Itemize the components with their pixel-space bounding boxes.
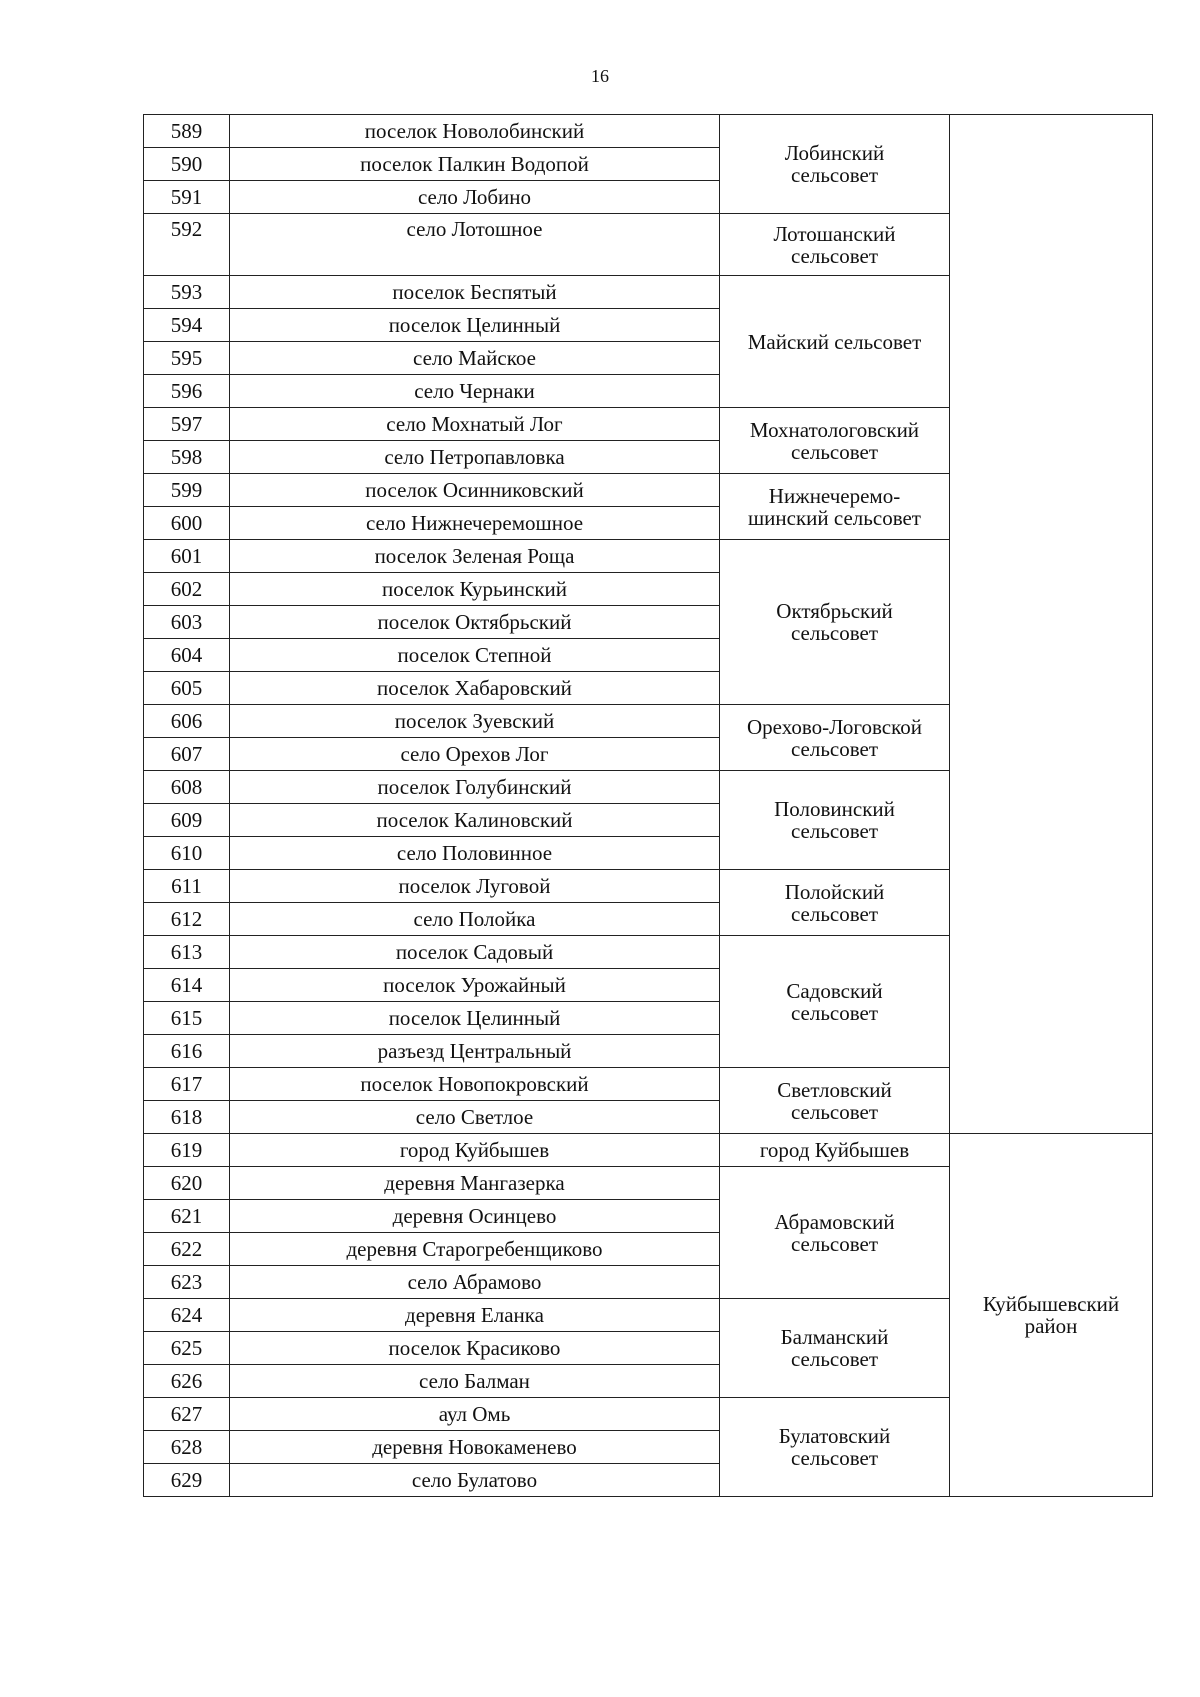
row-number: 625 [144, 1332, 230, 1365]
row-number: 615 [144, 1002, 230, 1035]
council-cell [720, 1068, 950, 1134]
row-number: 617 [144, 1068, 230, 1101]
row-number: 604 [144, 639, 230, 672]
council-line: Мохнатологовский [749, 417, 920, 442]
settlement-name: село Петропавловка [230, 441, 720, 474]
settlement-name: поселок Зеленая Роща [230, 540, 720, 573]
settlement-name: село Абрамово [230, 1266, 720, 1299]
row-number: 598 [144, 441, 230, 474]
row-number: 589 [144, 115, 230, 148]
council-line: сельсовет [790, 243, 879, 268]
council-cell [720, 1134, 950, 1167]
row-number: 595 [144, 342, 230, 375]
council-line: Лотошанский [773, 221, 896, 246]
settlement-name: поселок Луговой [230, 870, 720, 903]
row-number: 592 [144, 214, 230, 276]
row-number: 608 [144, 771, 230, 804]
settlement-name: поселок Степной [230, 639, 720, 672]
council-line: сельсовет [790, 736, 879, 761]
table-row [144, 1134, 1153, 1167]
row-number: 601 [144, 540, 230, 573]
council-line: сельсовет [790, 1347, 879, 1371]
row-number: 627 [144, 1398, 230, 1431]
council-line: сельсовет [790, 1446, 879, 1470]
council-line: сельсовет [790, 439, 879, 464]
council-line: сельсовет [790, 1099, 879, 1124]
settlement-name: поселок Палкин Водопой [230, 148, 720, 181]
district-line: район [1024, 1314, 1078, 1338]
council-line: Нижнечеремо- [768, 483, 901, 508]
settlement-name: село Нижнечеремошное [230, 507, 720, 540]
council-line: сельсовет [790, 621, 879, 645]
row-number: 618 [144, 1101, 230, 1134]
settlement-name: деревня Новокаменево [230, 1431, 720, 1464]
row-number: 629 [144, 1464, 230, 1497]
settlement-name: деревня Мангазерка [230, 1167, 720, 1200]
row-number: 623 [144, 1266, 230, 1299]
row-number: 616 [144, 1035, 230, 1068]
row-number: 605 [144, 672, 230, 705]
council-line: Садовский [786, 978, 883, 1003]
settlement-name: поселок Хабаровский [230, 672, 720, 705]
settlement-name: город Куйбышев [230, 1134, 720, 1167]
settlement-name: село Лобино [230, 181, 720, 214]
row-number: 626 [144, 1365, 230, 1398]
council-cell [720, 276, 950, 408]
council-cell [720, 540, 950, 705]
settlement-name: деревня Старогребенщиково [230, 1233, 720, 1266]
council-line: шинский сельсовет [748, 505, 921, 530]
settlement-name: поселок Курьинский [230, 573, 720, 606]
settlement-name: поселок Садовый [230, 936, 720, 969]
page-number: 16 [591, 66, 609, 86]
row-number: 607 [144, 738, 230, 771]
council-cell [720, 870, 950, 936]
row-number: 613 [144, 936, 230, 969]
settlement-name: поселок Голубинский [230, 771, 720, 804]
district-cell [950, 1134, 1153, 1497]
row-number: 620 [144, 1167, 230, 1200]
row-number: 624 [144, 1299, 230, 1332]
council-line: Полойский [784, 879, 885, 904]
settlements-table [143, 114, 1153, 1497]
settlement-name: село Половинное [230, 837, 720, 870]
settlement-name: село Орехов Лог [230, 738, 720, 771]
council-cell [720, 214, 950, 276]
row-number: 599 [144, 474, 230, 507]
settlement-name: разъезд Центральный [230, 1035, 720, 1068]
council-cell [720, 771, 950, 870]
district-cell-empty [950, 115, 1153, 1134]
settlement-name: деревня Еланка [230, 1299, 720, 1332]
council-line: Орехово-Логовской [747, 714, 922, 739]
council-line: Светловский [777, 1077, 892, 1102]
council-cell [720, 1299, 950, 1398]
row-number: 628 [144, 1431, 230, 1464]
settlement-name: деревня Осинцево [230, 1200, 720, 1233]
settlement-name: поселок Новопокровский [230, 1068, 720, 1101]
council-line: Майский сельсовет [747, 329, 922, 354]
row-number: 600 [144, 507, 230, 540]
row-number: 621 [144, 1200, 230, 1233]
settlement-name: село Полойка [230, 903, 720, 936]
row-number: 597 [144, 408, 230, 441]
council-line: сельсовет [790, 901, 879, 926]
table-row [144, 115, 1153, 148]
council-cell [720, 705, 950, 771]
settlement-name: поселок Октябрьский [230, 606, 720, 639]
district-line: Куйбышевский [982, 1292, 1120, 1316]
settlement-name: поселок Осинниковский [230, 474, 720, 507]
council-line: Булатовский [778, 1424, 891, 1448]
row-number: 602 [144, 573, 230, 606]
settlement-name: село Лотошное [230, 214, 720, 276]
council-line: Лобинский [784, 141, 885, 165]
row-number: 591 [144, 181, 230, 214]
row-number: 619 [144, 1134, 230, 1167]
council-line: сельсовет [790, 1000, 879, 1025]
council-cell [720, 408, 950, 474]
settlement-name: поселок Целинный [230, 1002, 720, 1035]
row-number: 611 [144, 870, 230, 903]
council-cell [720, 1398, 950, 1497]
row-number: 606 [144, 705, 230, 738]
council-line: Октябрьский [776, 599, 893, 623]
council-line: Балманский [780, 1325, 889, 1349]
row-number: 610 [144, 837, 230, 870]
settlement-name: село Мохнатый Лог [230, 408, 720, 441]
council-cell [720, 1167, 950, 1299]
settlement-name: село Майское [230, 342, 720, 375]
row-number: 614 [144, 969, 230, 1002]
settlement-name: село Балман [230, 1365, 720, 1398]
council-cell [720, 936, 950, 1068]
settlement-name: аул Омь [230, 1398, 720, 1431]
settlement-name: село Чернаки [230, 375, 720, 408]
settlement-name: поселок Беспятый [230, 276, 720, 309]
settlement-name: поселок Зуевский [230, 705, 720, 738]
row-number: 594 [144, 309, 230, 342]
row-number: 612 [144, 903, 230, 936]
council-cell [720, 115, 950, 214]
settlement-name: поселок Урожайный [230, 969, 720, 1002]
row-number: 603 [144, 606, 230, 639]
council-line: Половинский [774, 797, 895, 821]
council-cell [720, 474, 950, 540]
council-line: Абрамовский [774, 1209, 895, 1234]
council-line: сельсовет [790, 819, 879, 843]
row-number: 609 [144, 804, 230, 837]
row-number: 590 [144, 148, 230, 181]
row-number: 593 [144, 276, 230, 309]
row-number: 622 [144, 1233, 230, 1266]
council-line: город Куйбышев [759, 1138, 910, 1162]
settlement-name: поселок Красиково [230, 1332, 720, 1365]
settlement-name: село Светлое [230, 1101, 720, 1134]
council-line: сельсовет [790, 1231, 879, 1256]
council-line: сельсовет [790, 163, 879, 187]
settlement-name: село Булатово [230, 1464, 720, 1497]
settlement-name: поселок Целинный [230, 309, 720, 342]
settlement-name: поселок Новолобинский [230, 115, 720, 148]
settlement-name: поселок Калиновский [230, 804, 720, 837]
row-number: 596 [144, 375, 230, 408]
